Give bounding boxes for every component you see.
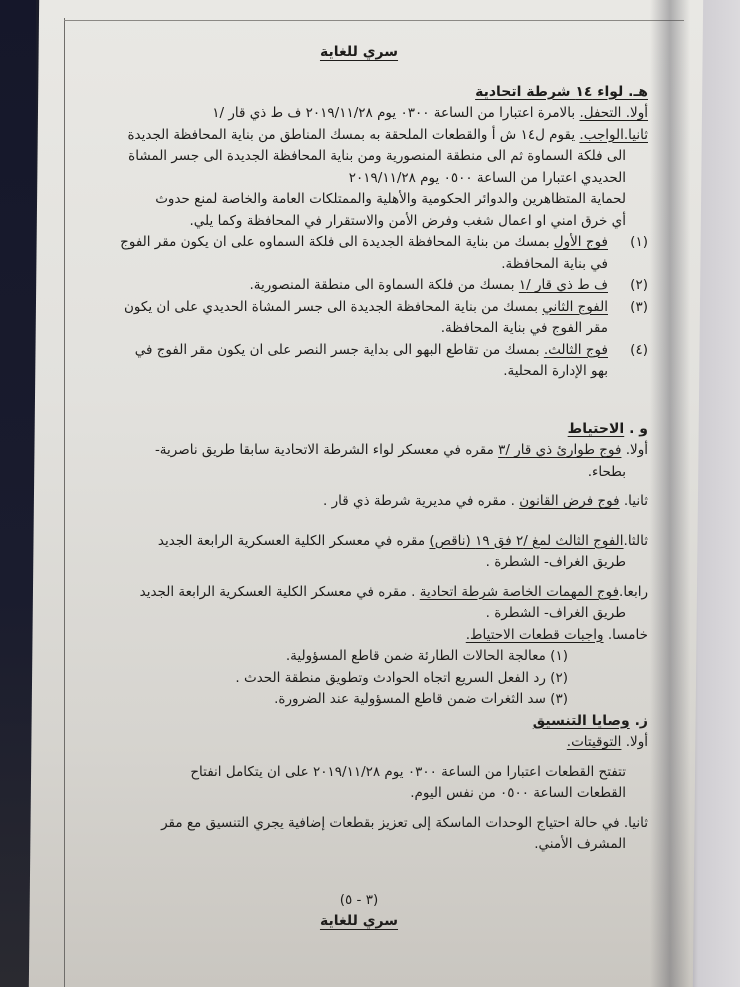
reserve-unit-text: مقره في معسكر لواء الشرطة الاتحادية سابقا طريق ناصرية- [154, 442, 494, 458]
section-h-first [70, 103, 648, 125]
item-number: (٤) [630, 341, 648, 358]
item-text: بمسك من بناية المحافظة الجديدة الى جسر المشاة الحديدي على ان يكون [124, 298, 538, 315]
reserve-unit-label: فوج فرض القانون [519, 493, 620, 509]
reserve-unit-text: . مقره في مديرية شرطة ذي قار . [323, 493, 515, 509]
duty-3: (٣) سد الثغرات ضمن قاطع المسؤولية عند الضرورة. [274, 691, 568, 707]
reserve-unit-text-cont: طريق الغراف- الشطرة . [485, 605, 626, 621]
page-border-top [64, 20, 684, 21]
reserve-item-2 [70, 491, 648, 513]
reserve-item-3 [70, 531, 648, 574]
section-h-first-text: بالامرة اعتبارا من الساعة ٠٣٠٠ يوم ٢٠١٩/١١/٢٨ ف ط ذي قار /١ [212, 105, 576, 121]
page-number: (٣ - ٥) [339, 891, 379, 908]
section-h-second-line-0 [70, 125, 648, 147]
section-h-second-label: ثانيا.الواجب. [579, 126, 648, 143]
reserve-item-1 [70, 440, 648, 483]
section-h-second-line-3: لحماية المتظاهرين والدوائر الحكومية والأهلية والممتلكات العامة والخاصة لمنع حدوث [155, 191, 626, 207]
section-w [70, 419, 648, 711]
section-w-prefix: و . [629, 420, 648, 437]
classification-footer: سري للغاية [319, 913, 399, 929]
ordinal: ثانيا. [623, 493, 648, 509]
item-number: (١) [630, 234, 648, 250]
section-h-item-3 [70, 297, 648, 340]
timings-label: التوقيتات. [566, 734, 622, 750]
section-h-second-line-4: أي خرق امني او اعمال شغب وفرض الأمن والاستقرار في المحافظة وكما يلي. [189, 212, 626, 229]
document-body [70, 30, 648, 933]
section-h-item-2 [70, 275, 648, 297]
section-h [70, 82, 648, 383]
ordinal: رابعا. [619, 583, 648, 600]
duty-1: (١) معالجة الحالات الطارئة ضمن قاطع المسؤولية. [285, 648, 568, 664]
section-z-prefix: ز. [634, 712, 648, 729]
reserve-unit-label: فوج المهمات الخاصة شرطة اتحادية [419, 583, 620, 600]
reserve-unit-label: فوج طوارئ ذي قار /٣ [498, 442, 622, 458]
item-number: (٣) [630, 298, 648, 315]
reserve-unit-text: مقره في معسكر الكلية العسكرية الرابعة الجديد [157, 532, 426, 549]
timings-text: تتفتح القطعات اعتبارا من الساعة ٠٣٠٠ يوم ٢٠١٩/١١/٢٨ على ان يتكامل انفتاح [190, 763, 626, 780]
reserve-unit-text: . مقره في معسكر الكلية العسكرية الرابعة الجديد [139, 583, 416, 600]
ordinal: أولا. [625, 734, 648, 750]
item-label: فوج الأول [553, 234, 608, 250]
ordinal: أولا. [625, 442, 648, 458]
section-h-second-text: يقوم ل١٤ ش أ والقطعات الملحقة به بمسك المناطق من بناية المحافظة الجديدة [127, 126, 576, 143]
reserve-item-4 [70, 582, 648, 625]
item-label: فوج الثالث. [543, 341, 608, 358]
section-z [70, 711, 648, 856]
ordinal: ثالثا. [623, 532, 648, 549]
section-h-first-label: أولا. التحفل. [579, 105, 648, 121]
reserve-unit-text-cont: طريق الغراف- الشطرة . [485, 554, 626, 570]
item-label: الفوج الثاني [542, 298, 608, 315]
section-h-second-line-1: الى فلكة السماوة ثم الى منطقة المنصورية ومن بناية المحافظة الجديدة الى جسر المشاة [128, 148, 626, 164]
item-text: بمسك من فلكة السماوة الى منطقة المنصورية. [249, 277, 515, 293]
coordination-text-cont: المشرف الأمني. [534, 836, 626, 852]
section-h-item-1 [70, 232, 648, 275]
section-w-title: الاحتياط [567, 420, 625, 437]
section-z-title: وصايا التنسيق [532, 712, 630, 729]
item-text-cont: في بناية المحافظة. [501, 255, 608, 272]
item-label: ف ط ذي قار /١ [518, 277, 608, 293]
reserve-unit-text-cont: بطحاء. [587, 463, 626, 480]
timings-text-cont: القطعات الساعة ٠٥٠٠ من نفس اليوم. [410, 785, 626, 801]
reserve-duties [70, 625, 648, 711]
coordination-text: في حالة احتياج الوحدات الماسكة إلى تعزيز بقطعات إضافية يجري التنسيق مع مقر [161, 814, 620, 831]
ordinal: ثانيا. [623, 814, 648, 831]
item-text: بمسك من تقاطع البهو الى بداية جسر النصر على ان يكون مقر الفوج في [134, 341, 540, 358]
section-h-item-4 [70, 340, 648, 383]
reserve-unit-label: الفوج الثالث لمغ /٢ فق ١٩ (ناقص) [429, 532, 624, 549]
ordinal: خامسا. [607, 626, 648, 643]
section-h-title: هـ. لواء ١٤ شرطة اتحادية [475, 83, 648, 100]
duty-2: (٢) رد الفعل السريع اتجاه الحوادث وتطويق منطقة الحدث . [235, 669, 568, 686]
item-text-cont: بهو الإدارة المحلية. [503, 363, 608, 379]
item-text-cont: مقر الفوج في بناية المحافظة. [440, 320, 608, 336]
section-h-second-line-2: الحديدي اعتبارا من الساعة ٠٥٠٠ يوم ٢٠١٩/١١/٢٨ [348, 169, 626, 186]
page-border-left [64, 18, 65, 987]
reserve-duties-label: واجبات قطعات الاحتياط. [465, 626, 604, 643]
item-text: بمسك من بناية المحافظة الجديدة الى فلكة السماوه على ان يكون مقر الفوج [120, 234, 550, 250]
classification-header: سري للغاية [319, 44, 399, 60]
item-number: (٢) [630, 277, 648, 293]
page-fold-shadow [650, 0, 690, 987]
